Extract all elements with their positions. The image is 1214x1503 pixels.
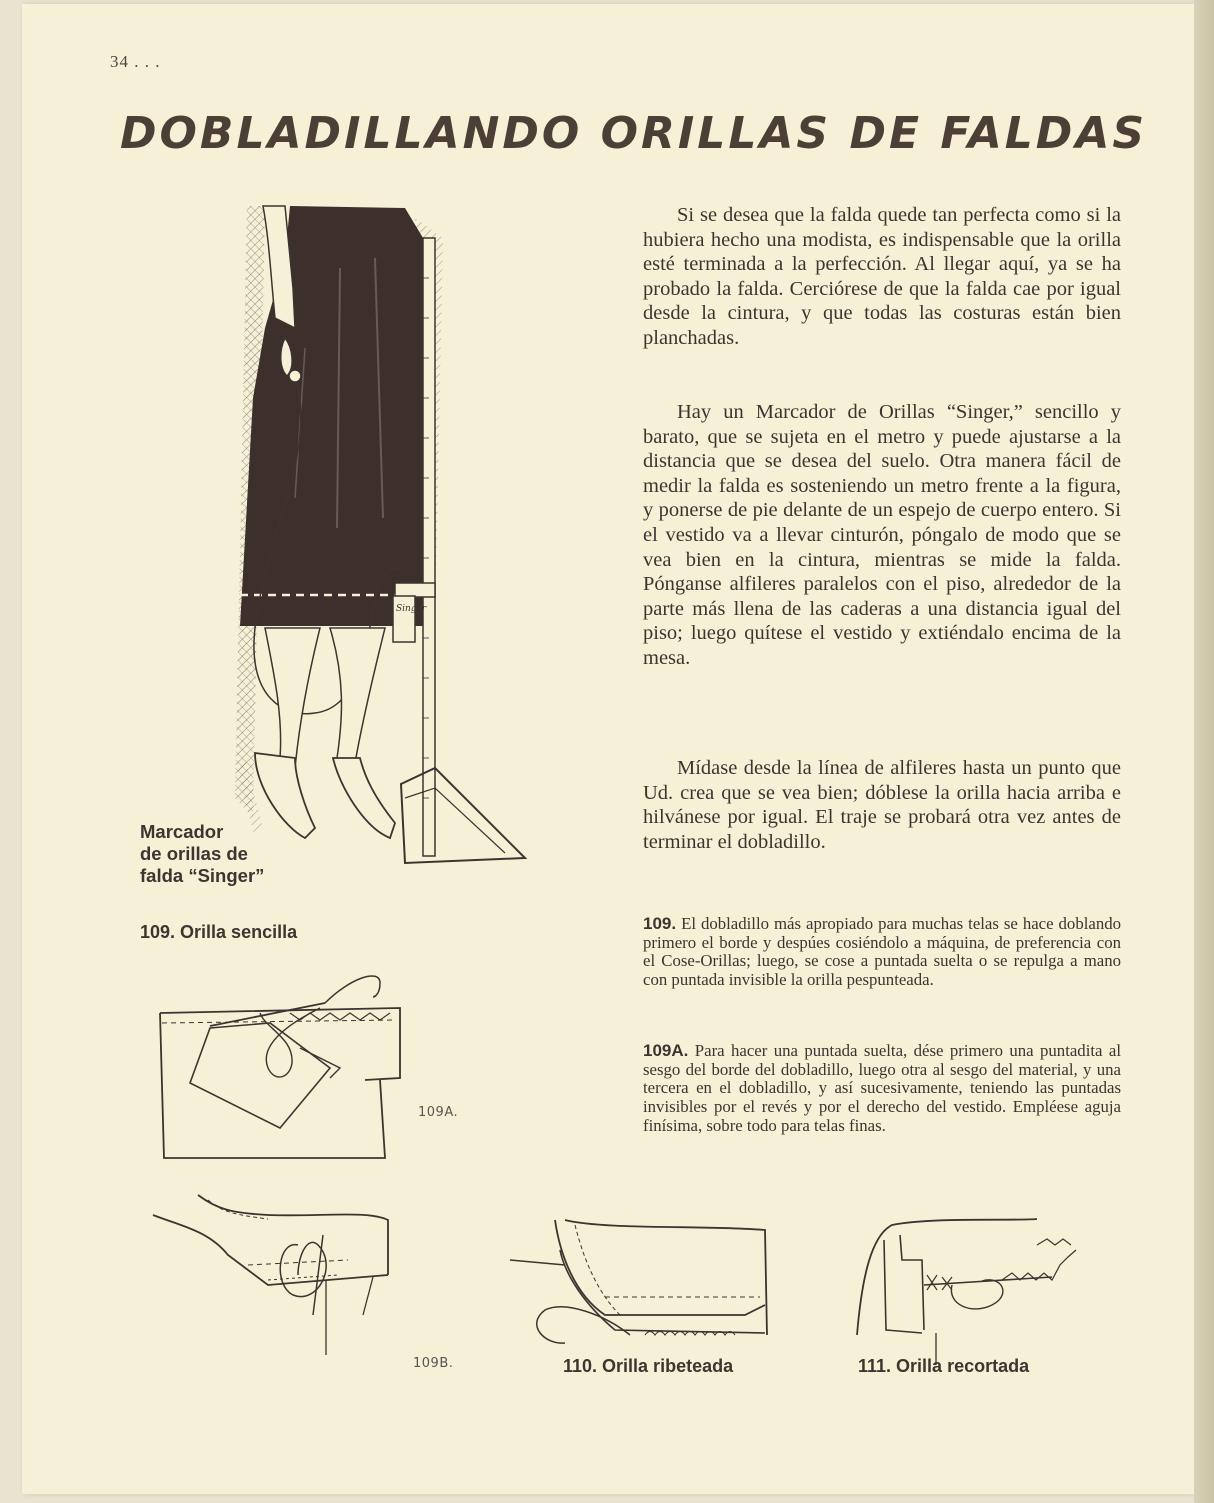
note-109a-number: 109A. [643, 1041, 689, 1060]
page-number: 34 . . . [110, 52, 161, 71]
body-paragraph-1 [643, 203, 1121, 351]
fig-109a-illustration [150, 968, 410, 1168]
paragraph-text-1: Si se desea que la falda quede tan perfecta como si la hubiera hecho una modista, es indispensable que la orilla esté terminada a la perfección. Al llegar aquí, ya se ha probado la falda. Cerciórese de que la falda cae por igual desde la cintura, y que todas las costuras están bien planchadas. [643, 204, 1121, 349]
marker-caption-line1: Marcador [140, 821, 224, 842]
fig-110-illustration [505, 1215, 785, 1355]
note-109 [643, 915, 1121, 990]
page-title: DOBLADILLANDO ORILLAS DE FALDAS [120, 108, 1148, 159]
figure-caption-109: 109. Orilla sencilla [140, 922, 298, 942]
body-paragraph-3 [643, 756, 1121, 854]
note-109-number: 109. [643, 914, 677, 933]
skirt-hem-marker-illustration [225, 198, 535, 888]
marker-label: Singer [396, 604, 427, 614]
marker-caption-line3: falda “Singer” [140, 865, 265, 886]
paragraph-text-3: Mídase desde la línea de alfileres hasta un punto que Ud. crea que se vea bien; dóblese la orilla hacia arriba e hilvánese por igual. El traje se probará otra vez antes de terminar el dobladillo. [643, 757, 1121, 853]
page-edge [1194, 0, 1214, 1503]
paragraph-text-2: Hay un Marcador de Orillas “Singer,” sencillo y barato, que se sujeta en el metro y puede ajustarse a la distancia que se desea del suelo. Otra manera fácil de medir la falda es sosteniendo un metro frente a la figura, y ponerse de pie delante de un espejo de cuerpo entero. Si el vestido va a llevar cinturón, póngalo de modo que se vea bien en la cintura, mientras se mide la falda. Pónganse alfileres paralelos con el piso, alrededor de la parte más llena de las caderas a una distancia igual del piso; luego quítese el vestido y extiéndalo encima de la mesa. [643, 401, 1121, 669]
fig-109b-illustration [148, 1185, 408, 1365]
fig-111-illustration [852, 1215, 1092, 1375]
figure-caption-110: 110. Orilla ribeteada [563, 1356, 734, 1376]
note-109-text: El dobladillo más apropiado para muchas telas se hace doblando primero el borde y despúes cosiéndolo a máquina, de preferencia con el Cose-Orillas; luego, se cose a puntada suelta o se repulga a mano con puntada invisible la orilla pespunteada. [643, 914, 1121, 990]
figure-label-109a: 109A. [418, 1105, 459, 1120]
marker-caption-line2: de orillas de [140, 843, 248, 864]
marker-caption [140, 821, 264, 887]
note-109a [643, 1042, 1121, 1136]
note-109a-text: Para hacer una puntada suelta, dése primero una puntadita al sesgo del borde del dobladillo, luego otra al sesgo del material, y una tercera en el dobladillo, y así sucesivamente, teniendo las puntadas invisibles por el revés y por el derecho del vestido. Empléese aguja finísima, sobre todo para telas finas. [643, 1041, 1121, 1135]
figure-caption-111: 111. Orilla recortada [858, 1356, 1030, 1376]
figure-label-109b: 109B. [413, 1356, 454, 1371]
body-paragraph-2 [643, 400, 1121, 671]
